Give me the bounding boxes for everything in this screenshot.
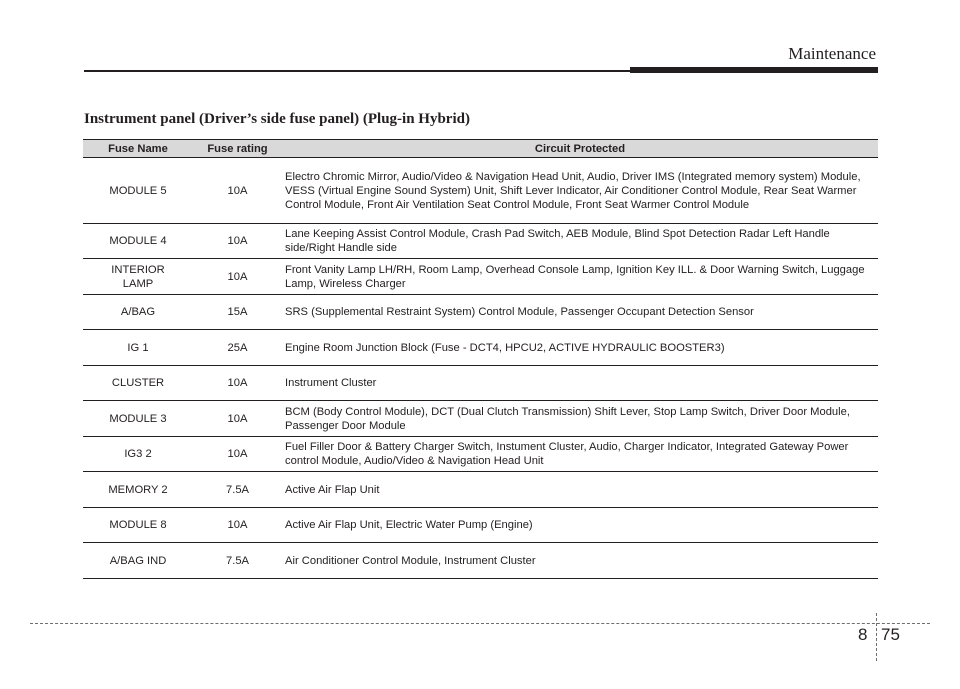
table-row	[83, 472, 878, 508]
circuit-cell: BCM (Body Control Module), DCT (Dual Clutch Transmission) Shift Lever, Stop Lamp Switch, Driver Door Module, Passenger Door Module	[282, 401, 878, 437]
fuse-rating-cell: 10A	[193, 437, 282, 472]
fuse-rating-cell: 15A	[193, 295, 282, 330]
fuse-name-cell: MODULE 4	[83, 224, 193, 259]
circuit-cell: Active Air Flap Unit	[282, 472, 878, 508]
table-row	[83, 224, 878, 259]
circuit-cell: Fuel Filler Door & Battery Charger Switch, Instument Cluster, Audio, Charger Indicator, Integrated Gateway Power control Module, Audio/Video & Navigation Head Unit	[282, 437, 878, 472]
fuse-name-cell: MODULE 3	[83, 401, 193, 437]
fuse-name-cell: INTERIOR LAMP	[83, 259, 193, 295]
header-rule	[84, 70, 634, 72]
fuse-name-cell: A/BAG	[83, 295, 193, 330]
fuse-name-cell: A/BAG IND	[83, 543, 193, 579]
column-header-fuse-name: Fuse Name	[83, 140, 193, 158]
table-row	[83, 259, 878, 295]
table-row	[83, 295, 878, 330]
fuse-name-cell: MODULE 5	[83, 158, 193, 224]
column-header-fuse-rating: Fuse rating	[193, 140, 282, 158]
circuit-cell: Engine Room Junction Block (Fuse - DCT4, HPCU2, ACTIVE HYDRAULIC BOOSTER3)	[282, 330, 878, 366]
fuse-rating-cell: 10A	[193, 401, 282, 437]
fuse-name-cell: IG3 2	[83, 437, 193, 472]
fuse-rating-cell: 10A	[193, 259, 282, 295]
table-header-row	[83, 140, 878, 158]
table-row	[83, 330, 878, 366]
fuse-rating-cell: 10A	[193, 366, 282, 401]
circuit-cell: Air Conditioner Control Module, Instrument Cluster	[282, 543, 878, 579]
footer-rule	[30, 623, 930, 624]
fuse-rating-cell: 10A	[193, 508, 282, 543]
section-title: Maintenance	[788, 44, 876, 63]
header-rule-accent	[630, 67, 878, 73]
column-header-circuit-protected: Circuit Protected	[282, 140, 878, 158]
fuse-rating-cell: 10A	[193, 158, 282, 224]
circuit-cell: SRS (Supplemental Restraint System) Control Module, Passenger Occupant Detection Sensor	[282, 295, 878, 330]
circuit-cell: Lane Keeping Assist Control Module, Crash Pad Switch, AEB Module, Blind Spot Detection Radar Left Handle side/Right Handle side	[282, 224, 878, 259]
circuit-cell: Electro Chromic Mirror, Audio/Video & Navigation Head Unit, Audio, Driver IMS (Integrated memory system) Module, VESS (Virtual Engine Sound System) Unit, Shift Lever Indicator, Air Conditioner Control Module, Rear Seat Warmer Control Module, Front Air Ventilation Seat Control Module, Front Seat Warmer Control Module	[282, 158, 878, 224]
circuit-cell: Active Air Flap Unit, Electric Water Pump (Engine)	[282, 508, 878, 543]
page-title: Instrument panel (Driver’s side fuse panel) (Plug-in Hybrid)	[84, 111, 470, 127]
circuit-cell: Front Vanity Lamp LH/RH, Room Lamp, Overhead Console Lamp, Ignition Key ILL. & Door Warning Switch, Luggage Lamp, Wireless Charger	[282, 259, 878, 295]
table-row	[83, 366, 878, 401]
table-row	[83, 401, 878, 437]
fuse-name-cell: IG 1	[83, 330, 193, 366]
table-row	[83, 508, 878, 543]
fuse-name-cell: MEMORY 2	[83, 472, 193, 508]
table-row	[83, 437, 878, 472]
circuit-cell: Instrument Cluster	[282, 366, 878, 401]
footer-divider	[876, 613, 877, 661]
fuse-rating-cell: 10A	[193, 224, 282, 259]
chapter-number: 8	[858, 625, 868, 644]
page-number: 75	[881, 625, 900, 644]
fuse-rating-cell: 7.5A	[193, 472, 282, 508]
fuse-rating-cell: 7.5A	[193, 543, 282, 579]
fuse-name-cell: CLUSTER	[83, 366, 193, 401]
fuse-table	[83, 139, 878, 579]
fuse-name-cell: MODULE 8	[83, 508, 193, 543]
table-row	[83, 158, 878, 224]
fuse-rating-cell: 25A	[193, 330, 282, 366]
table-row	[83, 543, 878, 579]
